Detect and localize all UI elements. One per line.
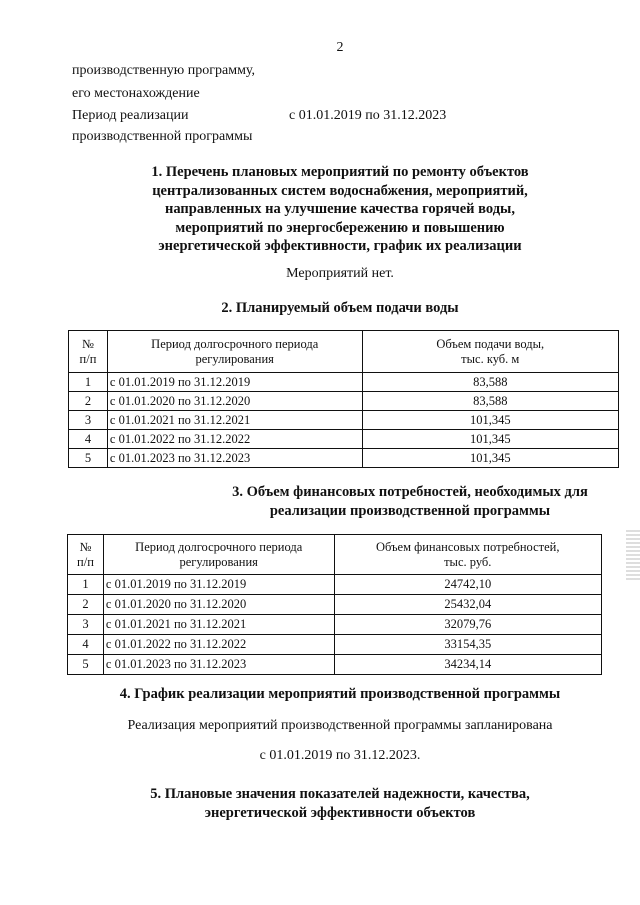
table-row xyxy=(68,595,602,615)
row-number: 1 xyxy=(68,575,104,595)
table-header-row xyxy=(69,331,619,373)
row-number: 3 xyxy=(69,411,108,430)
row-period: с 01.01.2019 по 31.12.2019 xyxy=(103,575,334,595)
column-header-period: Период долгосрочного периода регулирования xyxy=(103,535,334,575)
section1-text: Мероприятий нет. xyxy=(286,266,394,281)
table-row xyxy=(69,430,619,449)
row-period: с 01.01.2019 по 31.12.2019 xyxy=(107,373,362,392)
row-number: 1 xyxy=(69,373,108,392)
section5-title-line: энергетической эффективности объектов xyxy=(204,804,476,821)
header-line-period-value: с 01.01.2019 по 31.12.2023 xyxy=(289,108,447,123)
section3-title-line: реализации производственной программы xyxy=(269,502,551,519)
water-supply-table xyxy=(68,330,619,468)
column-header-period: Период долгосрочного периода регулирования xyxy=(107,331,362,373)
section1-title-line: направленных на улучшение качества горячей воды, xyxy=(164,201,515,217)
row-value: 101,345 xyxy=(362,430,619,449)
row-value: 33154,35 xyxy=(334,635,602,655)
table-row xyxy=(69,392,619,411)
table-row xyxy=(68,655,602,675)
page-number: 2 xyxy=(336,40,344,55)
row-value: 83,588 xyxy=(362,373,619,392)
section3-title-line: 3. Объем финансовых потребностей, необходимых для xyxy=(232,484,588,500)
section1-title xyxy=(60,163,620,256)
table-row xyxy=(68,635,602,655)
table-row xyxy=(68,615,602,635)
header-line-program: производственную программу, xyxy=(72,63,256,78)
section2-title: 2. Планируемый объем подачи воды xyxy=(221,300,459,316)
header-line-program-period: производственной программы xyxy=(72,129,253,144)
column-header-number: № п/п xyxy=(68,535,104,575)
row-number: 2 xyxy=(69,392,108,411)
row-value: 24742,10 xyxy=(334,575,602,595)
row-value: 34234,14 xyxy=(334,655,602,675)
table-row xyxy=(69,449,619,468)
row-period: с 01.01.2022 по 31.12.2022 xyxy=(107,430,362,449)
row-number: 4 xyxy=(68,635,104,655)
table-row xyxy=(68,575,602,595)
row-number: 5 xyxy=(68,655,104,675)
section5-title-line: 5. Плановые значения показателей надежности, качества, xyxy=(150,786,530,802)
section1-title-line: централизованных систем водоснабжения, мероприятий, xyxy=(152,182,528,199)
row-number: 5 xyxy=(69,449,108,468)
column-header-water-volume: Объем подачи воды, тыс. куб. м xyxy=(362,331,619,373)
section1-title-line: энергетической эффективности, график их реализации xyxy=(158,238,522,254)
scan-edge-artifact xyxy=(626,530,640,580)
table-row xyxy=(69,373,619,392)
section1-title-line: 1. Перечень плановых мероприятий по ремонту объектов xyxy=(151,164,529,180)
section3-title xyxy=(60,483,640,520)
row-number: 3 xyxy=(68,615,104,635)
row-value: 25432,04 xyxy=(334,595,602,615)
section4-title: 4. График реализации мероприятий производственной программы xyxy=(119,686,561,702)
table-header-row xyxy=(68,535,602,575)
section4-text-line1: Реализация мероприятий производственной программы запланирована xyxy=(127,718,553,733)
financial-needs-table xyxy=(67,534,602,675)
table-row xyxy=(69,411,619,430)
section1-title-line: мероприятий по энергосбережению и повышению xyxy=(175,219,505,236)
row-period: с 01.01.2023 по 31.12.2023 xyxy=(103,655,334,675)
header-line-location: его местонахождение xyxy=(72,86,200,101)
row-period: с 01.01.2021 по 31.12.2021 xyxy=(103,615,334,635)
row-value: 101,345 xyxy=(362,449,619,468)
row-number: 4 xyxy=(69,430,108,449)
row-period: с 01.01.2020 по 31.12.2020 xyxy=(103,595,334,615)
row-number: 2 xyxy=(68,595,104,615)
row-period: с 01.01.2023 по 31.12.2023 xyxy=(107,449,362,468)
row-period: с 01.01.2020 по 31.12.2020 xyxy=(107,392,362,411)
row-value: 83,588 xyxy=(362,392,619,411)
header-line-period-label: Период реализации xyxy=(72,108,189,123)
column-header-financial-needs: Объем финансовых потребностей, тыс. руб. xyxy=(334,535,602,575)
row-period: с 01.01.2022 по 31.12.2022 xyxy=(103,635,334,655)
section4-text-line2: с 01.01.2019 по 31.12.2023. xyxy=(259,748,421,763)
section5-title xyxy=(60,785,620,822)
column-header-number: № п/п xyxy=(69,331,108,373)
row-value: 101,345 xyxy=(362,411,619,430)
row-period: с 01.01.2021 по 31.12.2021 xyxy=(107,411,362,430)
row-value: 32079,76 xyxy=(334,615,602,635)
